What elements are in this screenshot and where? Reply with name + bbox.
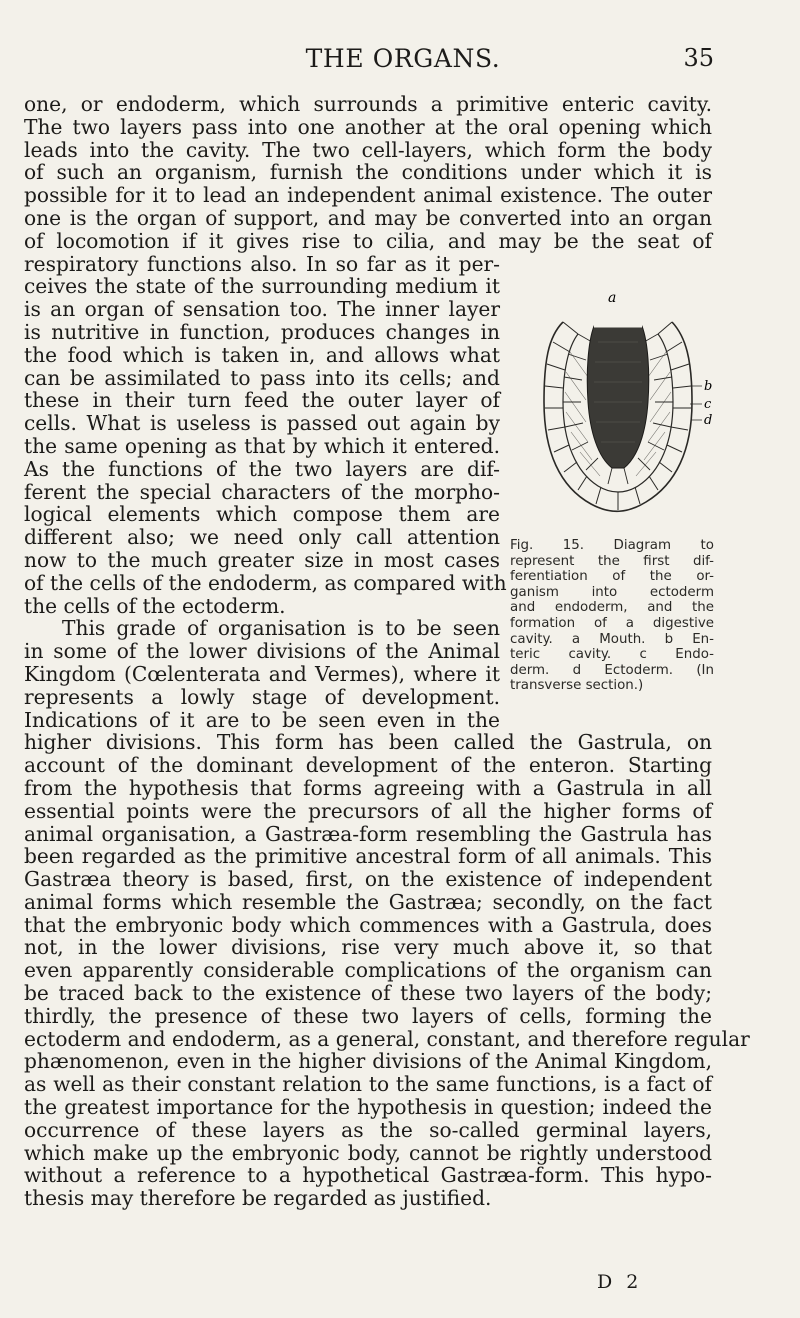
running-title: THE ORGANS. [305,44,501,73]
text-line: these in their turn feed the outer layer of [24,388,500,413]
label-a: a [608,290,617,306]
text-line: essential points were the precursors of all the higher forms of [24,798,712,823]
text-line: the same opening as that by which it entered. [24,433,500,458]
label-c: c [704,397,712,412]
figure-caption [510,538,714,694]
label-b: b [704,379,713,394]
text-line: the cells of the ectoderm. [24,593,286,618]
text-line: occurrence of these layers as the so-called germinal layers, [24,1117,712,1142]
caption-line: cavity. a Mouth. b En- [510,631,714,647]
text-line: that the embryonic body which commences with a Gastrula, does [24,912,712,937]
text-line: as well as their constant relation to the same functions, is a fact of [24,1072,712,1097]
text-line: As the functions of the two layers are dif- [24,456,500,481]
text-line: of such an organism, furnish the conditions under which it is [24,160,712,185]
gastrula-diagram [508,282,714,532]
text-line: ectoderm and endoderm, as a general, constant, and therefore regular [24,1026,750,1051]
text-line: which make up the embryonic body, cannot be rightly understood [24,1140,712,1165]
text-line: animal organisation, a Gastræa-form resembling the Gastrula has [24,821,712,846]
text-line: the greatest importance for the hypothesis in question; indeed the [24,1095,712,1120]
text-line: be traced back to the existence of these two layers of the body; [24,981,712,1006]
text-line: leads into the cavity. The two cell-layers, which form the body [24,137,712,162]
text-line: cells. What is useless is passed out again by [24,411,500,436]
text-line: from the hypothesis that forms agreeing with a Gastrula in all [24,775,712,800]
text-line: ceives the state of the surrounding medium it [24,274,500,299]
text-line: animal forms which resemble the Gastræa; secondly, on the fact [24,889,712,914]
caption-line: derm. d Ectoderm. (In [510,662,714,678]
text-line: This grade of organisation is to be seen [62,616,500,641]
text-line: ferent the special characters of the morpho- [24,479,500,504]
text-line: one is the organ of support, and may be converted into an organ [24,205,712,230]
text-line: been regarded as the primitive ancestral form of all animals. This [24,844,712,869]
text-line: one, or endoderm, which surrounds a primitive enteric cavity. [24,92,712,116]
text-line: account of the dominant development of the enteron. Starting [24,753,712,778]
text-line: represents a lowly stage of development. [24,684,500,709]
text-line: of the cells of the endoderm, as compared with [24,570,507,595]
caption-line: ferentiation of the or- [510,569,714,585]
text-line: higher divisions. This form has been called the Gastrula, on [24,730,712,755]
text-line: phænomenon, even in the higher divisions of the Animal Kingdom, [24,1049,712,1074]
text-line: even apparently considerable complications of the organism can [24,958,712,983]
text-line: possible for it to lead an independent animal existence. The outer [24,183,712,208]
caption-line: and endoderm, and the [510,600,714,616]
text-line: respiratory functions also. In so far as it per- [24,251,500,276]
text-line: in some of the lower divisions of the Animal [24,639,500,664]
text-line: the food which is taken in, and allows what [24,342,500,367]
page-number: 35 [683,44,714,72]
caption-line: formation of a digestive [510,615,714,631]
text-line: different also; we need only call attention [24,525,500,550]
caption-line: transverse section.) [510,678,644,694]
label-d: d [704,413,713,428]
caption-line: represent the first dif- [510,553,714,569]
text-line: is nutritive in function, produces changes in [24,319,500,344]
text-line: without a reference to a hypothetical Gastræa-form. This hypo- [24,1163,712,1188]
text-line: thesis may therefore be regarded as justified. [24,1186,492,1211]
figure-15 [508,282,714,702]
text-line: of locomotion if it gives rise to cilia, and may be the seat of [24,228,712,253]
caption-line: teric cavity. c Endo- [510,647,714,663]
printer-signature: D 2 [597,1271,643,1293]
text-line: can be assimilated to pass into its cells; and [24,365,500,390]
text-line: Indications of it are to be seen even in the [24,707,500,732]
text-line: now to the much greater size in most cases [24,547,500,572]
text-line: not, in the lower divisions, rise very much above it, so that [24,935,712,960]
text-line: Kingdom (Cœlenterata and Vermes), where it [24,661,500,686]
text-line: thirdly, the presence of these two layers of cells, forming the [24,1003,712,1028]
running-header [96,42,714,82]
text-line: Gastræa theory is based, first, on the existence of independent [24,867,712,892]
caption-line: Fig. 15. Diagram to [510,538,714,553]
text-line: is an organ of sensation too. The inner layer [24,297,500,322]
text-line: The two layers pass into one another at the oral opening which [24,114,712,139]
text-column-beside-figure [24,251,507,732]
text-line: logical elements which compose them are [24,502,500,527]
caption-line: ganism into ectoderm [510,584,714,600]
